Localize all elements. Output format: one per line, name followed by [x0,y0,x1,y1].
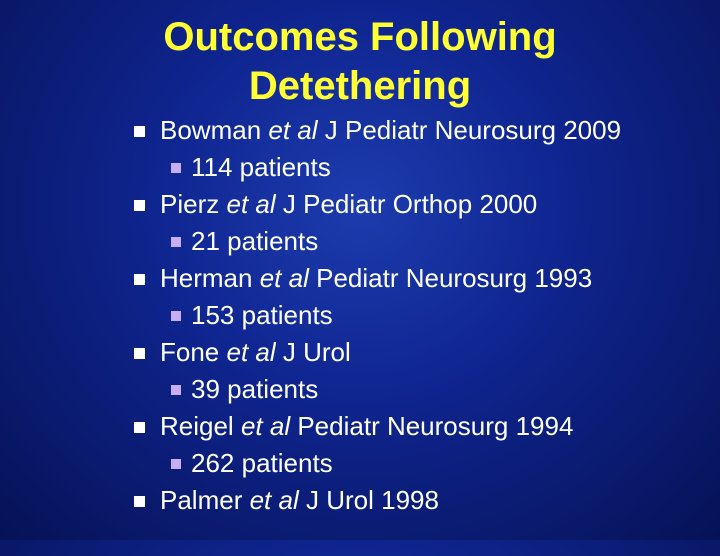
citation-list [0,112,720,556]
square-sub-bullet-icon [171,163,181,173]
citation-author: Herman [160,263,253,293]
citation-text [160,112,621,149]
citation-author: Fone [160,337,220,367]
citation-patients: 262 patients [191,448,333,478]
citation-text [160,260,592,297]
citation-author: Pierz [160,189,220,219]
citation-etal: et al [249,485,299,515]
citation-item [0,408,720,482]
citation-etal: et al [226,189,276,219]
citation-author: Bowman [160,115,262,145]
square-bullet-icon [134,422,145,433]
citation-journal: Pediatr Neurosurg 1993 [316,263,593,293]
square-sub-bullet-icon [171,311,181,321]
square-sub-bullet-icon [171,459,181,469]
citation-text [160,334,351,371]
slide-title [90,13,630,111]
citation-etal: et al [240,411,291,441]
citation-journal: Pediatr Neurosurg 1994 [297,411,574,441]
square-bullet-icon [134,348,145,359]
square-sub-bullet-icon [171,385,181,395]
citation-item [0,334,720,408]
citation-etal: et al [259,263,309,293]
slide-title-line-2: Detethering [248,64,472,108]
citation-text [160,482,439,519]
square-bullet-icon [134,126,145,137]
square-bullet-icon [134,274,145,285]
citation-item [0,260,720,334]
citation-etal: et al [268,115,318,145]
citation-item [0,186,720,260]
square-bullet-icon [134,200,145,211]
square-sub-bullet-icon [171,237,181,247]
citation-journal: J Pediatr Orthop 2000 [282,189,538,219]
citation-item [0,112,720,186]
citation-patients: 21 patients [191,226,319,256]
citation-etal: et al [226,337,276,367]
citation-text [160,186,537,223]
citation-author: Reigel [160,411,234,441]
citation-journal: J Pediatr Neurosurg 2009 [324,115,622,145]
citation-patients: 153 patients [191,300,333,330]
citation-author: Palmer [160,485,243,515]
citation-journal: J Urol 1998 [305,485,439,515]
slide-title-line-1: Outcomes Following [163,15,557,59]
citation-item [0,482,720,556]
citation-patients: 39 patients [191,374,319,404]
square-bullet-icon [134,496,145,507]
citation-journal: J Urol [282,337,351,367]
citation-patients: 114 patients [191,152,331,182]
citation-text [160,408,573,445]
